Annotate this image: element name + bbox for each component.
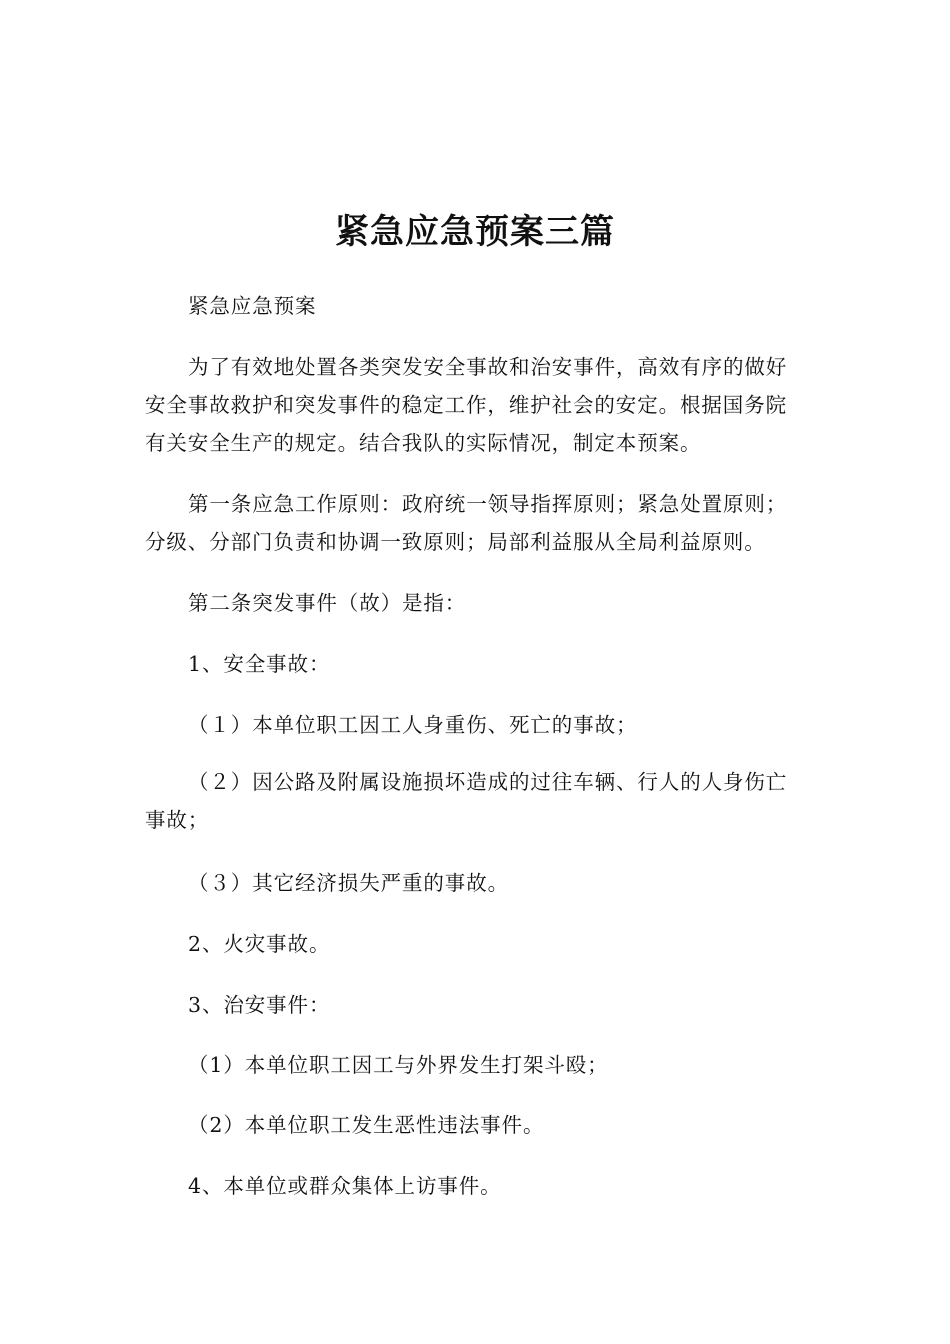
list-item-petition: 4、本单位或群众集体上访事件。: [188, 1174, 502, 1198]
paragraph-article-1: 第一条应急工作原则：政府统一领导指挥原则；紧急处置原则；分级、分部门负责和协调一致原则；局部利益服从全局利益原则。: [145, 492, 788, 554]
list-subitem-3: （３）其它经济损失严重的事故。: [188, 871, 509, 895]
list-subitem-security-1: （1）本单位职工因工与外界发生打架斗殴；: [188, 1053, 609, 1077]
list-item-public-security: 3、治安事件：: [188, 993, 331, 1017]
paragraph-subtitle: 紧急应急预案: [188, 294, 317, 318]
list-subitem-1: （１）本单位职工因工人身重伤、死亡的事故；: [188, 713, 638, 737]
paragraph-article-2: 第二条突发事件（故）是指：: [188, 591, 467, 615]
list-subitem-security-2: （2）本单位职工发生恶性违法事件。: [188, 1113, 545, 1137]
document-title: 紧急应急预案三篇: [335, 212, 615, 252]
list-item-safety-accident: 1、安全事故：: [188, 652, 331, 676]
list-item-fire-accident: 2、火灾事故。: [188, 932, 331, 956]
paragraph-intro: 为了有效地处置各类突发安全事故和治安事件，高效有序的做好安全事故救护和突发事件的稳定工作，维护社会的安定。根据国务院有关安全生产的规定。结合我队的实际情况，制定本预案。: [145, 355, 788, 455]
list-subitem-2: （２）因公路及附属设施损坏造成的过往车辆、行人的人身伤亡事故；: [145, 770, 788, 832]
